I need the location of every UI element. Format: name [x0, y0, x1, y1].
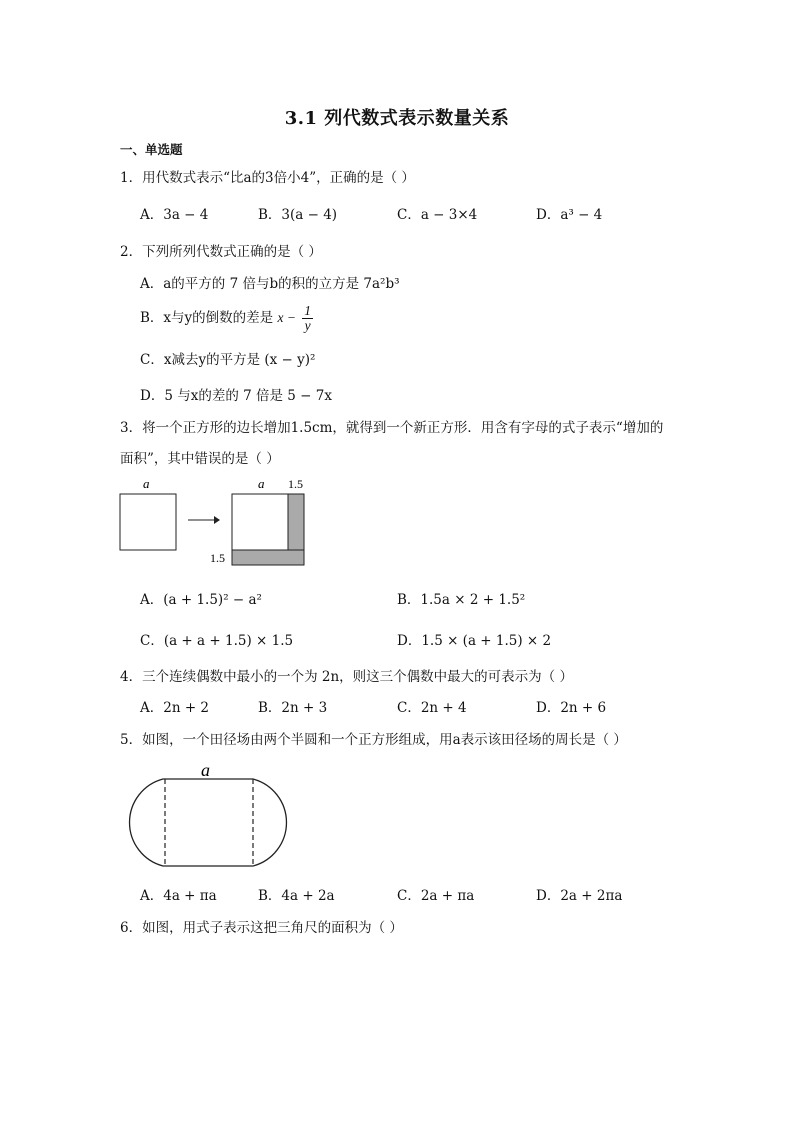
figure-label-left-1-5: 1.5	[210, 551, 225, 565]
page-title: 3.1 列代数式表示数量关系	[284, 108, 510, 129]
question-5-option-b[interactable]: B．4a + 2a	[258, 888, 335, 904]
question-4-option-b[interactable]: B．2n + 3	[258, 700, 328, 716]
figure-label-a-new: a	[258, 476, 265, 491]
question-3-option-b[interactable]: B．1.5a × 2 + 1.5²	[397, 592, 526, 608]
figure-label-a: a	[201, 760, 210, 780]
figure-label-a-original: a	[143, 476, 150, 491]
question-2-option-b[interactable]	[140, 304, 315, 333]
inner-square	[232, 494, 288, 550]
question-2-option-d[interactable]: D．5 与x的差的 7 倍是 5 − 7x	[140, 388, 332, 404]
question-3-stem-line2: 面积”，其中错误的是（ ）	[120, 451, 280, 467]
question-1-stem: 1．用代数式表示“比a的3倍小4”，正确的是（ ）	[120, 170, 415, 186]
question-2-option-c[interactable]: C．x减去y的平方是 (x − y)²	[140, 352, 316, 368]
question-5-figure	[115, 758, 305, 870]
question-2-option-a[interactable]: A．a的平方的 7 倍与b的积的立方是 7a²b³	[140, 276, 400, 292]
question-2-option-b-expr: x −	[277, 310, 296, 325]
question-4-option-a[interactable]: A．2n + 2	[140, 700, 210, 716]
original-square	[120, 494, 176, 550]
question-4-option-d[interactable]: D．2n + 6	[536, 700, 607, 716]
question-4-stem: 4．三个连续偶数中最小的一个为 2n，则这三个偶数中最大的可表示为（ ）	[120, 669, 573, 685]
added-strip-right	[288, 494, 304, 552]
question-5-stem: 5．如图，一个田径场由两个半圆和一个正方形组成，用a表示该田径场的周长是（ ）	[120, 732, 627, 748]
question-5-option-c[interactable]: C．2a + πa	[397, 888, 475, 904]
question-5-option-d[interactable]: D．2a + 2πa	[536, 888, 623, 904]
question-3-option-d[interactable]: D．1.5 × (a + 1.5) × 2	[397, 633, 552, 649]
question-1-option-b[interactable]: B．3(a − 4)	[258, 207, 338, 223]
question-3-option-a[interactable]: A．(a + 1.5)² − a²	[140, 592, 262, 608]
fraction-denominator: y	[304, 318, 311, 333]
question-3-figure	[110, 472, 330, 572]
fraction-numerator: 1	[304, 303, 311, 318]
question-2-option-b-fraction	[302, 304, 313, 333]
question-1-option-c[interactable]: C．a − 3×4	[397, 207, 478, 223]
question-2-option-b-text: B．x与y的倒数的差是	[140, 310, 274, 326]
section-heading: 一、单选题	[120, 142, 183, 157]
question-2-stem: 2．下列所列代数式正确的是（ ）	[120, 244, 322, 260]
question-4-option-c[interactable]: C．2n + 4	[397, 700, 467, 716]
question-6-stem: 6．如图，用式子表示这把三角尺的面积为（ ）	[120, 920, 403, 936]
figure-label-top-1-5: 1.5	[288, 477, 303, 491]
question-1-option-d[interactable]: D．a³ − 4	[536, 207, 603, 223]
question-3-option-c[interactable]: C．(a + a + 1.5) × 1.5	[140, 633, 294, 649]
question-1-option-a[interactable]: A．3a − 4	[140, 207, 209, 223]
arrow-icon	[214, 516, 220, 524]
added-strip-bottom	[232, 550, 304, 565]
track-outline	[130, 779, 287, 866]
question-5-option-a[interactable]: A．4a + πa	[140, 888, 217, 904]
question-3-stem-line1: 3．将一个正方形的边长增加1.5cm，就得到一个新正方形．用含有字母的式子表示“增加的	[120, 420, 664, 436]
